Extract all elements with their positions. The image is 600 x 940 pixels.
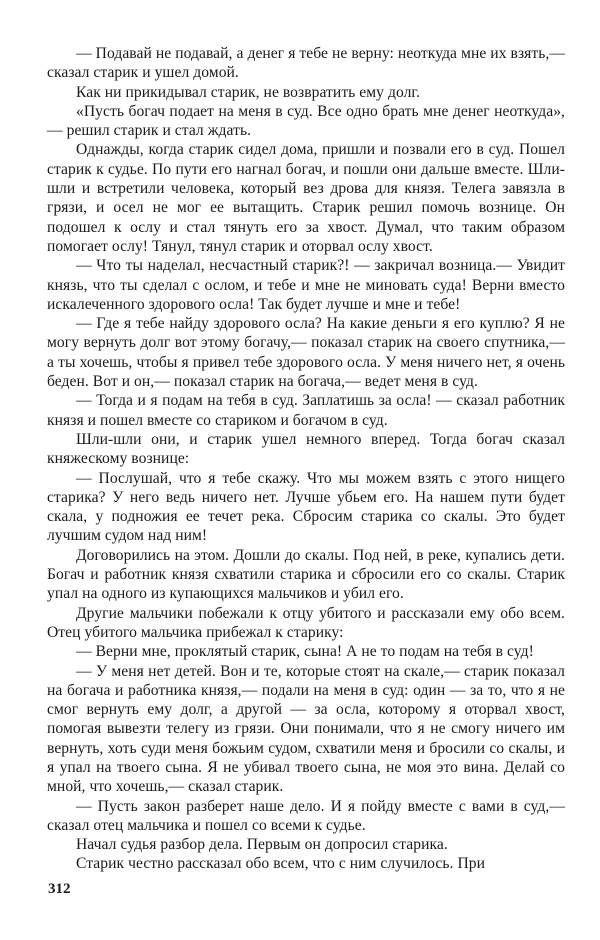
page-text xyxy=(47,44,565,874)
paragraph: Старик честно рассказал обо всем, что с ним случилось. При xyxy=(76,855,485,873)
paragraph: Однажды, когда старик сидел дома, пришли и позвали его в суд. Пошел старик к судье. По пути его нагнал богач, и пошли они дальше вместе. Шли-шли и встретили человека, который вез дрова для князя. Телега завязла в грязи, и осел не мог ее вытащить. Старик решил помочь вознице. Он подошел к ослу и стал тянуть его за хвост. Думал, что таким образом помогает ослу! Тянул, тянул старик и оторвал ослу хвост. xyxy=(47,141,565,255)
paragraph: «Пусть богач подает на меня в суд. Все одно брать мне денег неоткуда»,— решил старик и стал ждать. xyxy=(47,102,565,140)
paragraph: — Что ты наделал, несчастный старик?! — закричал возница.— Увидит князь, что ты сделал с ослом, и тебе и мне не миновать суда! Верни вместо искалеченного здорового осла! Так будет лучше и мне и тебе! xyxy=(47,257,565,313)
paragraph: — Пусть закон разберет наше дело. И я пойду вместе с вами в суд,— сказал отец мальчика и пошел со всеми к судье. xyxy=(47,797,565,834)
page-number: 312 xyxy=(48,881,71,897)
paragraph: — У меня нет детей. Вон и те, которые стоят на скале,— старик показал на богача и работника князя,— подали на меня в суд: один — за то, что я не смог вернуть ему долг, а другой — за осла, которому я оторвал хвост, помогая вывезти телегу из грязи. Они понимали, что я не смогу ничего им вернуть, хоть суди меня божьим судом, схватили меня и бросили со скалы, и я упал на твоего сына. Я не убивал твоего сына, не моя это вина. Делай со мной, что хочешь,— сказал старик. xyxy=(47,662,565,796)
paragraph: — Послушай, что я тебе скажу. Что мы можем взять с этого нищего старика? У него ведь ничего нет. Лучше убьем его. На нашем пути будет скала, у подножия ее течет река. Сбросим старика со скалы. Это будет лучшим судом над ним! xyxy=(47,469,565,545)
paragraph: Договорились на этом. Дошли до скалы. Под ней, в реке, купались дети. Богач и работник князя схватили старика и сбросили его со скалы. Старик упал на одного из купающихся мальчиков и убил его. xyxy=(47,546,565,603)
paragraph: — Тогда и я подам на тебя в суд. Заплатишь за осла! — сказал работник князя и пошел вместе со стариком и богачом в суд. xyxy=(47,392,565,429)
paragraph: — Где я тебе найду здорового осла? На какие деньги я его куплю? Я не могу вернуть долг вот этому богачу,— показал старик на своего спутника,— а ты хочешь, чтобы я привел тебе здорового осла. У меня ничего нет, я очень беден. Вот и он,— показал старик на богача,— ведет меня в суд. xyxy=(47,315,565,391)
paragraph: Другие мальчики побежали к отцу убитого и рассказали ему обо всем. Отец убитого мальчика прибежал к старику: xyxy=(47,604,565,641)
paragraph: Начал судья разбор дела. Первым он допросил старика. xyxy=(76,836,448,854)
paragraph: Как ни прикидывал старик, не возвратить ему долг. xyxy=(76,83,421,101)
paragraph: — Верни мне, проклятый старик, сына! А не то подам на тебя в суд! xyxy=(76,643,534,661)
paragraph: — Подавай не подавай, а денег я тебе не верну: неоткуда мне их взять,— сказал старик и ушел домой. xyxy=(47,45,565,82)
paragraph: Шли-шли они, и старик ушел немного вперед. Тогда богач сказал княжескому вознице: xyxy=(47,430,565,468)
